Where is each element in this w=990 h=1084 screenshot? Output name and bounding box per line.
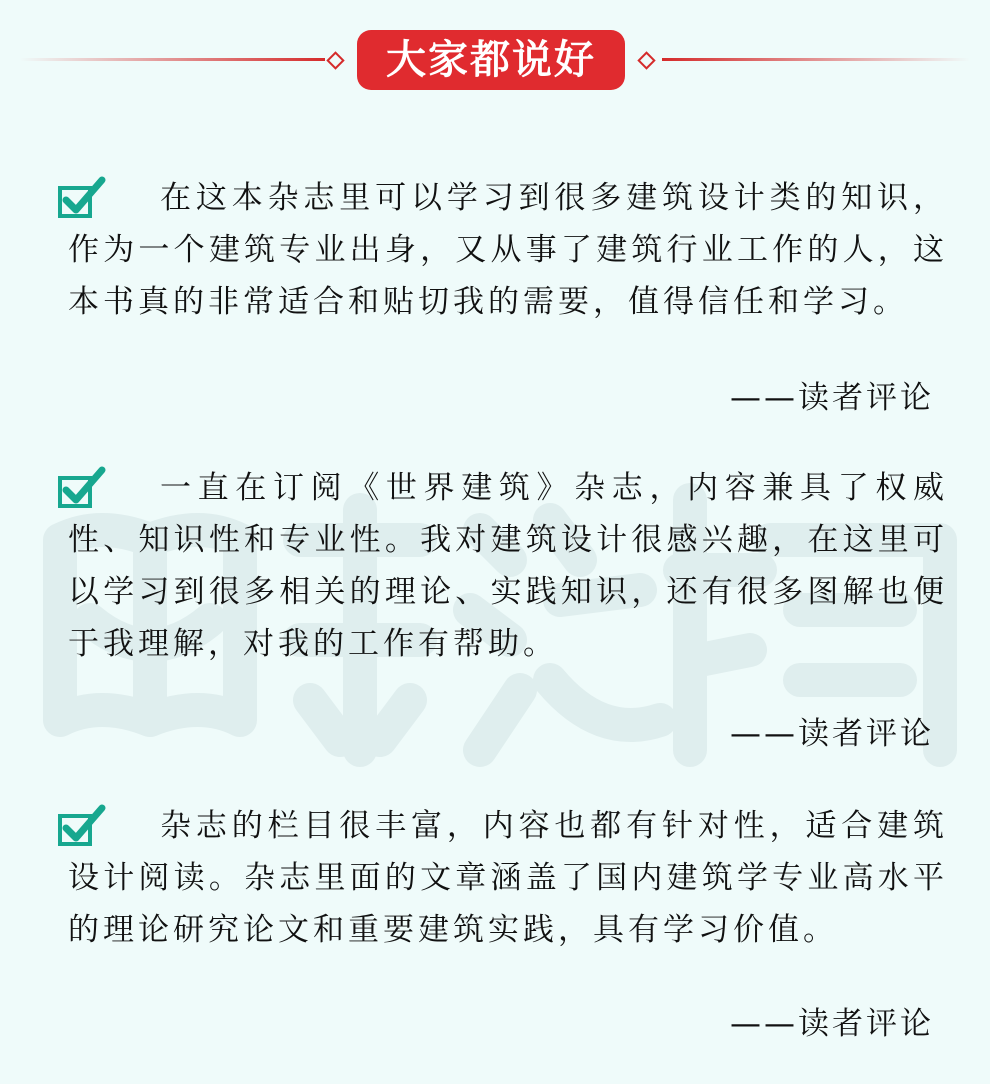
- checkbox-checked-icon: [58, 176, 106, 220]
- checkbox-checked-icon: [58, 804, 106, 848]
- review-signature: ——读者评论: [730, 716, 934, 752]
- review-item: [58, 800, 948, 956]
- review-text: 杂志的栏目很丰富，内容也都有针对性，适合建筑设计阅读。杂志里面的文章涵盖了国内建筑学专业高水平的理论研究论文和重要建筑实践，具有学习价值。: [68, 808, 948, 948]
- section-title: 大家都说好: [357, 30, 625, 90]
- header-rule-left: [20, 58, 325, 61]
- review-text: 一直在订阅《世界建筑》杂志，内容兼具了权威性、知识性和专业性。我对建筑设计很感兴趣，在这里可以学习到很多相关的理论、实践知识，还有很多图解也便于我理解，对我的工作有帮助。: [68, 470, 948, 662]
- review-item: [58, 462, 948, 670]
- header-rule-right: [662, 58, 970, 61]
- checkbox-checked-icon: [58, 466, 106, 510]
- review-text: 在这本杂志里可以学习到很多建筑设计类的知识，作为一个建筑专业出身，又从事了建筑行业工作的人，这本书真的非常适合和贴切我的需要，值得信任和学习。: [68, 180, 948, 320]
- review-signature: ——读者评论: [730, 380, 934, 416]
- diamond-icon: [637, 51, 655, 69]
- section-header: [0, 28, 990, 92]
- review-item: [58, 172, 948, 328]
- diamond-icon: [326, 51, 344, 69]
- review-signature: ——读者评论: [730, 1006, 934, 1042]
